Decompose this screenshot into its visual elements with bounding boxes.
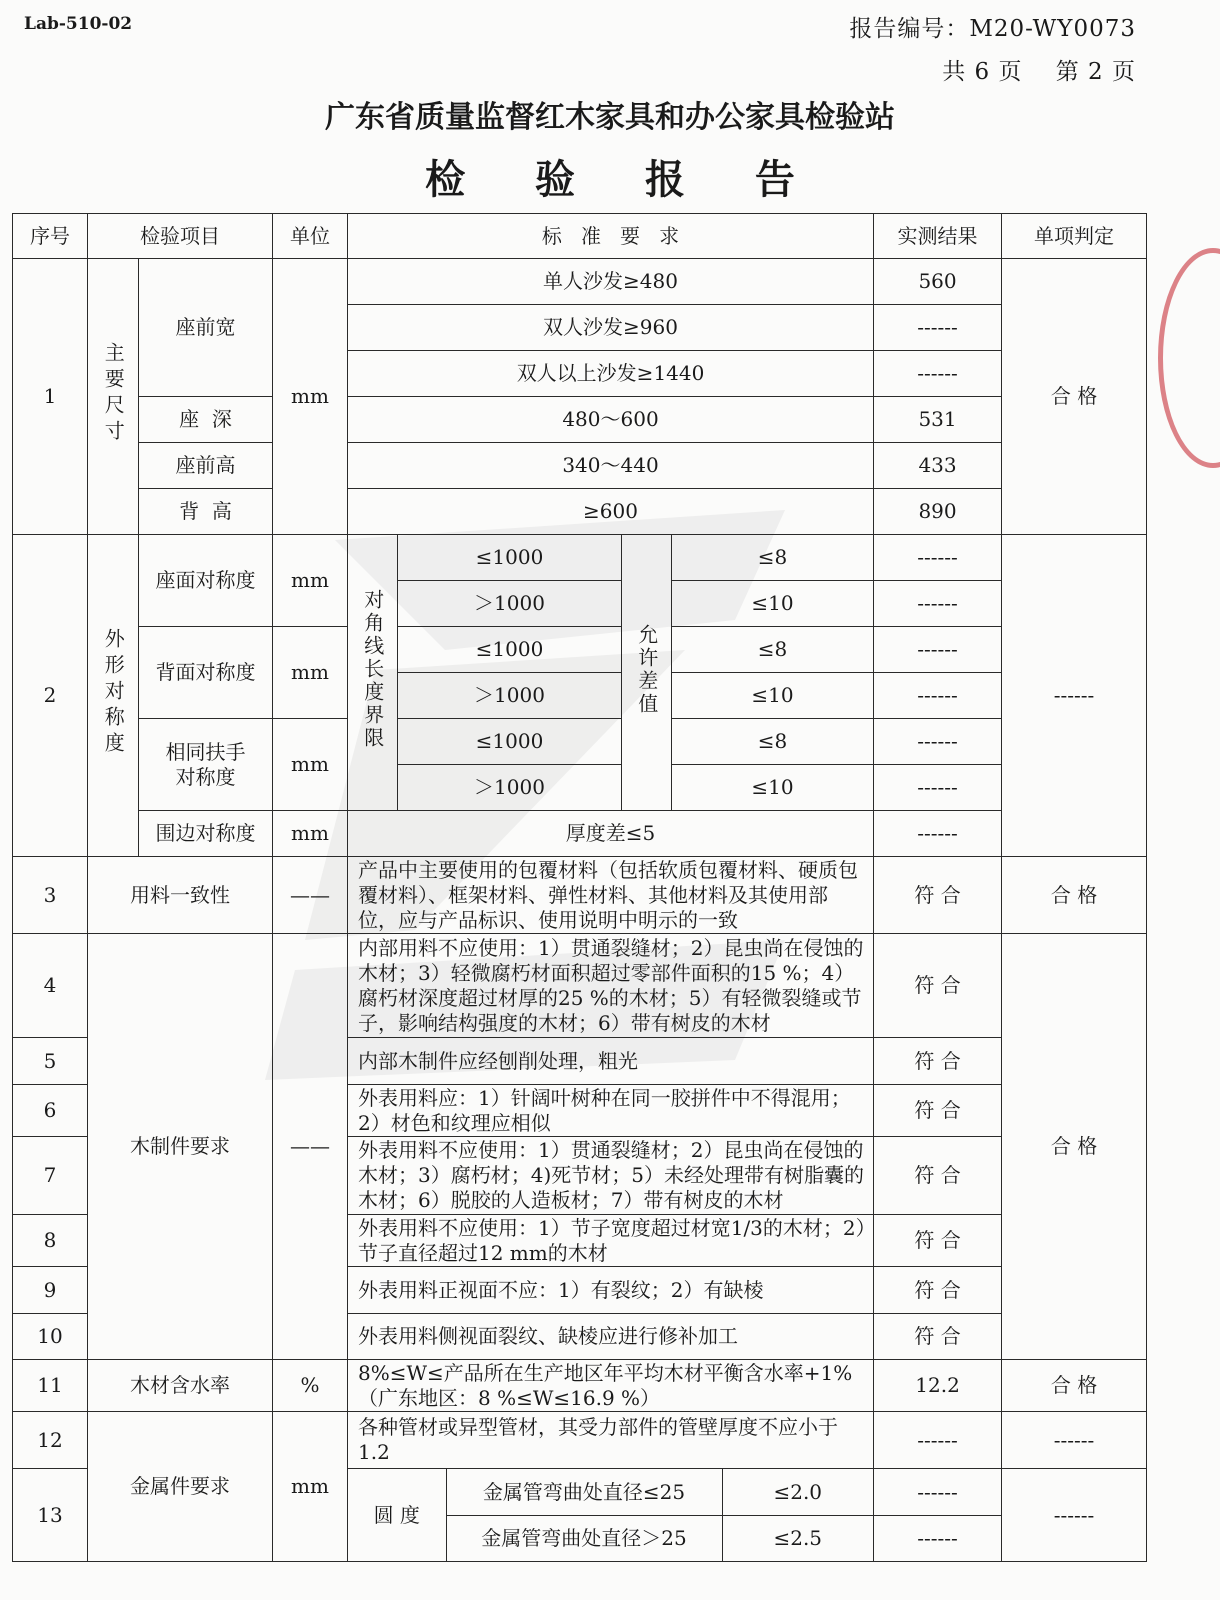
- item-name: 背 高: [139, 489, 273, 535]
- row-no: 5: [13, 1038, 88, 1085]
- verdict-cell: ------: [1002, 1412, 1147, 1469]
- table-row: [13, 489, 1147, 535]
- result-cell: 符 合: [874, 1215, 1002, 1267]
- tolerance-value: ≤2.5: [722, 1515, 873, 1561]
- standard-cell: 外表用料正视面不应：1）有裂纹；2）有缺棱: [348, 1267, 874, 1314]
- verdict-cell: 合 格: [1002, 259, 1147, 535]
- result-cell: ------: [874, 1515, 1002, 1562]
- result-cell: ------: [874, 581, 1002, 627]
- group-text: 主要尺寸: [101, 341, 126, 446]
- unit-cell: mm: [273, 1412, 348, 1562]
- tolerance-label: [622, 535, 672, 811]
- roundness-subtable: [348, 1469, 873, 1561]
- verdict-cell: 合 格: [1002, 1360, 1147, 1412]
- result-cell: ------: [874, 1469, 1002, 1516]
- tolerance-value: ≤10: [672, 673, 874, 719]
- row-no: 6: [13, 1085, 88, 1137]
- standard-cell: 各种管材或异型管材，其受力部件的管壁厚度不应小于1.2: [348, 1412, 874, 1469]
- verdict-cell: ------: [1002, 535, 1147, 857]
- length-cell: ≤1000: [398, 627, 622, 673]
- item-name: 围边对称度: [139, 811, 273, 857]
- tolerance-value: ≤8: [672, 627, 874, 673]
- unit-cell: mm: [273, 719, 348, 811]
- item-name: 座前宽: [139, 259, 273, 397]
- col-header-verdict: 单项判定: [1002, 214, 1147, 259]
- row-no: 1: [13, 259, 88, 535]
- diagonal-text: 对角线长度界限: [360, 589, 385, 751]
- roundness-block: [348, 1469, 874, 1562]
- result-cell: 890: [874, 489, 1002, 535]
- row-no: 9: [13, 1267, 88, 1314]
- table-row: [13, 627, 1147, 673]
- row-no: 11: [13, 1360, 88, 1412]
- tolerance-text: 允许差值: [634, 623, 659, 716]
- standard-cell: 内部木制件应经刨削处理，粗光: [348, 1038, 874, 1085]
- unit-cell: mm: [273, 535, 348, 627]
- result-cell: ------: [874, 765, 1002, 811]
- row-no: 4: [13, 934, 88, 1038]
- group-text: 外形对称度: [101, 627, 126, 758]
- item-name: 座 深: [139, 397, 273, 443]
- standard-cell: 内部用料不应使用：1）贯通裂缝材；2）昆虫尚在侵蚀的木材；3）轻微腐朽材面积超过零部件面积的15 %；4）腐朽材深度超过材厚的25 %的木材；5）有轻微裂缝或节子，影响结构强度的木材；6）带有树皮的木材: [348, 934, 874, 1038]
- group-label: [88, 259, 139, 535]
- item-name: 背面对称度: [139, 627, 273, 719]
- result-cell: 433: [874, 443, 1002, 489]
- result-cell: ------: [874, 811, 1002, 857]
- row-no: 10: [13, 1314, 88, 1360]
- result-cell: 符 合: [874, 1267, 1002, 1314]
- standard-cell: 8%≤W≤产品所在生产地区年平均木材平衡含水率+1%（广东地区：8 %≤W≤16.9 %）: [348, 1360, 874, 1412]
- table-row: [13, 934, 1147, 1038]
- row-no: 2: [13, 535, 88, 857]
- col-header-no: 序号: [13, 214, 88, 259]
- tolerance-value: ≤8: [672, 535, 874, 581]
- item-name: 金属件要求: [88, 1412, 273, 1562]
- item-name: 木材含水率: [88, 1360, 273, 1412]
- inspection-table: [12, 213, 1147, 1562]
- item-name: 木制件要求: [88, 934, 273, 1360]
- standard-cell: 外表用料不应使用：1）节子宽度超过材宽1/3的木材；2）节子直径超过12 mm的木材: [348, 1215, 874, 1267]
- table-row: [13, 719, 1147, 765]
- result-cell: ------: [874, 627, 1002, 673]
- result-cell: ------: [874, 719, 1002, 765]
- table-row: [13, 1412, 1147, 1469]
- result-cell: ------: [874, 351, 1002, 397]
- item-name: 相同扶手 对称度: [139, 719, 273, 811]
- unit-cell: ——: [273, 934, 348, 1360]
- col-header-result: 实测结果: [874, 214, 1002, 259]
- standard-cell: 外表用料不应使用：1）贯通裂缝材；2）昆虫尚在侵蚀的木材；3）腐朽材；4)死节材；5）未经处理带有树脂囊的木材；6）脱胶的人造板材；7）带有树皮的木材: [348, 1137, 874, 1215]
- length-cell: ＞1000: [398, 581, 622, 627]
- tolerance-value: ≤10: [672, 581, 874, 627]
- standard-cell: 480～600: [348, 397, 874, 443]
- tolerance-value: ≤2.0: [722, 1469, 873, 1515]
- lab-code: Lab-510-02: [24, 14, 133, 34]
- page-count: 共 6 页 第 2 页: [942, 59, 1136, 85]
- standard-cell: 单人沙发≥480: [348, 259, 874, 305]
- result-cell: 符 合: [874, 1038, 1002, 1085]
- tolerance-value: ≤8: [672, 719, 874, 765]
- standard-cell: 外表用料应：1）针阔叶树种在同一胶拼件中不得混用；2）材色和纹理应相似: [348, 1085, 874, 1137]
- unit-cell: mm: [273, 259, 348, 535]
- item-name: 座前高: [139, 443, 273, 489]
- table-row: [13, 857, 1147, 934]
- result-cell: ------: [874, 535, 1002, 581]
- diagonal-label: [348, 535, 398, 811]
- result-cell: 560: [874, 259, 1002, 305]
- col-header-standard: 标 准 要 求: [348, 214, 874, 259]
- table-row: [13, 259, 1147, 305]
- result-cell: 符 合: [874, 1085, 1002, 1137]
- condition-cell: 金属管弯曲处直径＞25: [446, 1515, 722, 1561]
- unit-cell: mm: [273, 811, 348, 857]
- col-header-unit: 单位: [273, 214, 348, 259]
- standard-cell: 双人沙发≥960: [348, 305, 874, 351]
- result-cell: 符 合: [874, 1314, 1002, 1360]
- length-cell: ＞1000: [398, 673, 622, 719]
- row-no: 12: [13, 1412, 88, 1469]
- group-label: [88, 535, 139, 857]
- result-cell: 符 合: [874, 857, 1002, 934]
- verdict-cell: ------: [1002, 1469, 1147, 1562]
- result-cell: ------: [874, 673, 1002, 719]
- verdict-cell: 合 格: [1002, 934, 1147, 1360]
- report-number: 报告编号：M20-WY0073: [849, 16, 1136, 42]
- roundness-label: 圆 度: [348, 1469, 446, 1561]
- organization-name: 广东省质量监督红木家具和办公家具检验站: [325, 100, 895, 135]
- table-header-row: [13, 214, 1147, 259]
- standard-cell: 外表用料侧视面裂纹、缺棱应进行修补加工: [348, 1314, 874, 1360]
- result-cell: 符 合: [874, 1137, 1002, 1215]
- standard-cell: 340～440: [348, 443, 874, 489]
- report-title: 检 验 报 告: [425, 157, 823, 203]
- row-no: 7: [13, 1137, 88, 1215]
- item-name: 座面对称度: [139, 535, 273, 627]
- red-seal-stamp: [1158, 248, 1220, 468]
- tolerance-value: ≤10: [672, 765, 874, 811]
- table-row: [13, 397, 1147, 443]
- row-no: 13: [13, 1469, 88, 1562]
- col-header-item: 检验项目: [88, 214, 273, 259]
- standard-cell: 双人以上沙发≥1440: [348, 351, 874, 397]
- table-row: [13, 535, 1147, 581]
- table-row: [13, 811, 1147, 857]
- length-cell: ≤1000: [398, 719, 622, 765]
- table-row: [13, 1360, 1147, 1412]
- item-name: 用料一致性: [88, 857, 273, 934]
- standard-cell: ≥600: [348, 489, 874, 535]
- verdict-cell: 合 格: [1002, 857, 1147, 934]
- table-row: [13, 443, 1147, 489]
- result-cell: ------: [874, 305, 1002, 351]
- unit-cell: ——: [273, 857, 348, 934]
- result-cell: 531: [874, 397, 1002, 443]
- length-cell: ≤1000: [398, 535, 622, 581]
- standard-cell: 厚度差≤5: [348, 811, 874, 857]
- unit-cell: mm: [273, 627, 348, 719]
- length-cell: ＞1000: [398, 765, 622, 811]
- condition-cell: 金属管弯曲处直径≤25: [446, 1469, 722, 1515]
- row-no: 3: [13, 857, 88, 934]
- result-cell: ------: [874, 1412, 1002, 1469]
- standard-cell: 产品中主要使用的包覆材料（包括软质包覆材料、硬质包覆材料）、框架材料、弹性材料、其他材料及其使用部位，应与产品标识、使用说明中明示的一致: [348, 857, 874, 934]
- unit-cell: %: [273, 1360, 348, 1412]
- row-no: 8: [13, 1215, 88, 1267]
- result-cell: 12.2: [874, 1360, 1002, 1412]
- result-cell: 符 合: [874, 934, 1002, 1038]
